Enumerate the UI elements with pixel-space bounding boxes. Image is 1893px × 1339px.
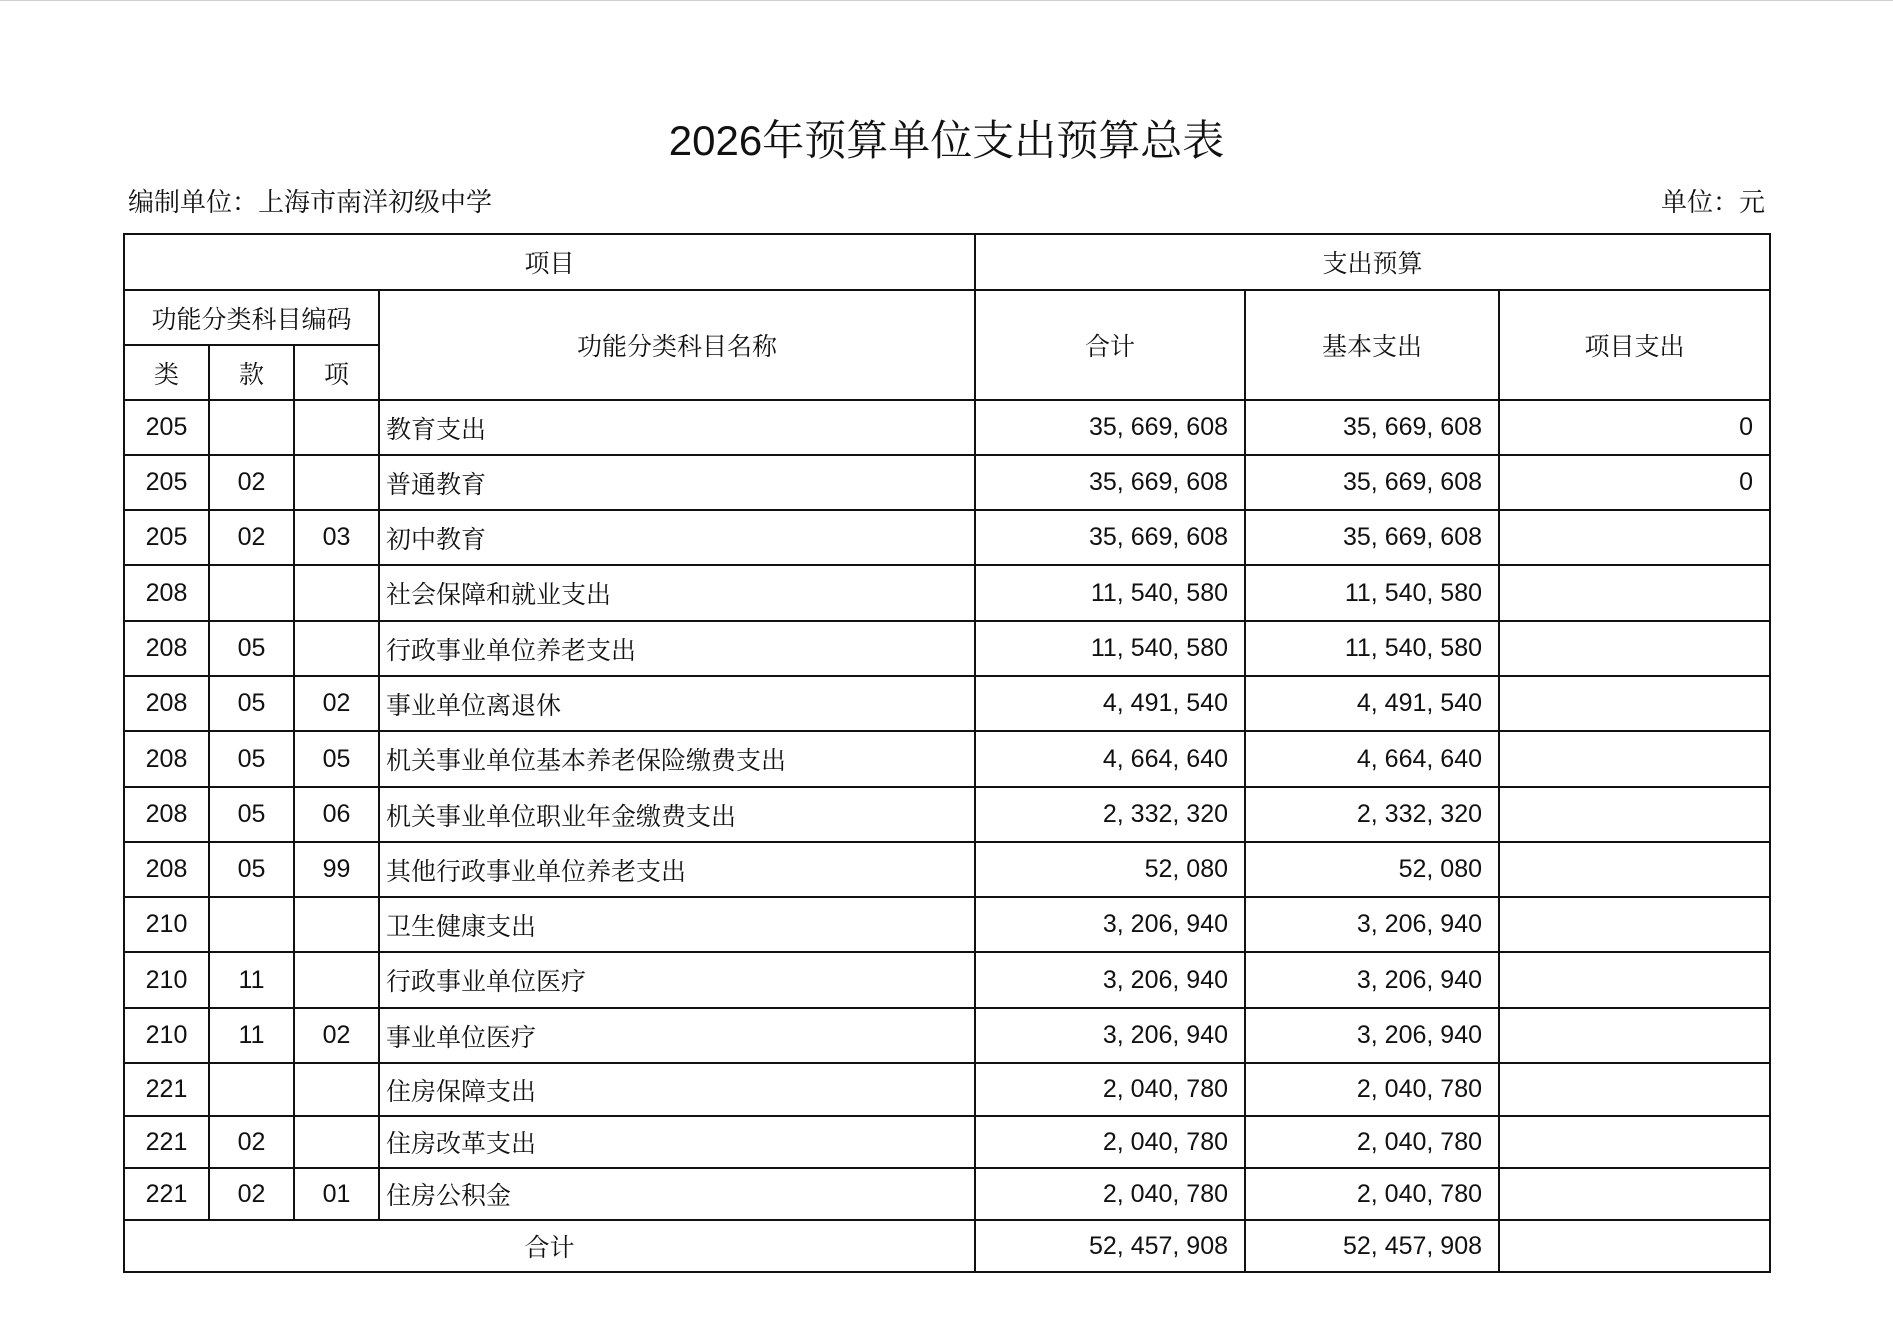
class-code-cell: 205: [124, 455, 209, 510]
project-expenditure-cell: [1499, 731, 1770, 787]
top-border-line: [0, 0, 1893, 1]
section-code-cell: [209, 1063, 294, 1116]
project-expenditure-cell: [1499, 565, 1770, 621]
section-code-cell: 05: [209, 842, 294, 897]
total-cell: 35, 669, 608: [975, 510, 1245, 565]
header-expenditure-budget: 支出预算: [975, 234, 1770, 290]
table-row: [124, 565, 1770, 621]
item-code-cell: 02: [294, 676, 379, 731]
total-cell: 4, 664, 640: [975, 731, 1245, 787]
project-expenditure-cell: [1499, 1008, 1770, 1063]
total-cell: 35, 669, 608: [975, 400, 1245, 455]
total-cell: 2, 040, 780: [975, 1116, 1245, 1168]
class-code-cell: 210: [124, 1008, 209, 1063]
page-title: 2026年预算单位支出预算总表: [668, 117, 1225, 164]
header-row-2: [124, 290, 1770, 345]
subject-name-cell: 事业单位离退休: [379, 676, 975, 731]
item-code-cell: 05: [294, 731, 379, 787]
item-code-cell: [294, 1063, 379, 1116]
subject-name-cell: 行政事业单位医疗: [379, 952, 975, 1008]
compiling-unit: 编制单位：上海市南洋初级中学: [128, 187, 493, 217]
section-code-cell: 05: [209, 787, 294, 842]
class-code-cell: 208: [124, 787, 209, 842]
table-row: [124, 1008, 1770, 1063]
item-code-cell: [294, 565, 379, 621]
basic-expenditure-cell: 11, 540, 580: [1245, 565, 1499, 621]
project-expenditure-cell: [1499, 1116, 1770, 1168]
project-expenditure-cell: [1499, 842, 1770, 897]
item-code-cell: 99: [294, 842, 379, 897]
class-code-cell: 221: [124, 1063, 209, 1116]
project-expenditure-cell: [1499, 1168, 1770, 1220]
table-row: [124, 621, 1770, 676]
project-expenditure-cell: [1499, 1063, 1770, 1116]
total-cell: 52, 080: [975, 842, 1245, 897]
total-cell: 35, 669, 608: [975, 455, 1245, 510]
subject-name-cell: 行政事业单位养老支出: [379, 621, 975, 676]
item-code-cell: [294, 621, 379, 676]
subject-name-cell: 住房改革支出: [379, 1116, 975, 1168]
project-expenditure-cell: [1499, 897, 1770, 952]
project-expenditure-cell: [1499, 510, 1770, 565]
project-expenditure-cell: [1499, 952, 1770, 1008]
basic-expenditure-cell: 4, 491, 540: [1245, 676, 1499, 731]
subject-name-cell: 事业单位医疗: [379, 1008, 975, 1063]
section-code-cell: [209, 400, 294, 455]
class-code-cell: 208: [124, 565, 209, 621]
subject-name-cell: 其他行政事业单位养老支出: [379, 842, 975, 897]
basic-expenditure-cell: 52, 080: [1245, 842, 1499, 897]
total-row: [124, 1220, 1770, 1272]
section-code-cell: 05: [209, 676, 294, 731]
header-code: 功能分类科目编码: [124, 290, 379, 345]
header-row-1: [124, 234, 1770, 290]
header-class: 类: [124, 345, 209, 400]
basic-expenditure-cell: 2, 040, 780: [1245, 1063, 1499, 1116]
subject-name-cell: 普通教育: [379, 455, 975, 510]
table-row: [124, 400, 1770, 455]
basic-expenditure-cell: 3, 206, 940: [1245, 1008, 1499, 1063]
item-code-cell: 01: [294, 1168, 379, 1220]
item-code-cell: 06: [294, 787, 379, 842]
total-cell: 11, 540, 580: [975, 565, 1245, 621]
table-row: [124, 952, 1770, 1008]
currency-unit: 单位：元: [1660, 187, 1765, 217]
table-row: [124, 1063, 1770, 1116]
header-basic: 基本支出: [1245, 290, 1499, 400]
project-expenditure-cell: [1499, 621, 1770, 676]
header-item: 项: [294, 345, 379, 400]
class-code-cell: 208: [124, 676, 209, 731]
project-expenditure-cell: [1499, 787, 1770, 842]
table-row: [124, 1168, 1770, 1220]
subject-name-cell: 社会保障和就业支出: [379, 565, 975, 621]
grand-basic-cell: 52, 457, 908: [1245, 1220, 1499, 1272]
section-code-cell: 02: [209, 510, 294, 565]
class-code-cell: 205: [124, 510, 209, 565]
total-cell: 4, 491, 540: [975, 676, 1245, 731]
total-cell: 3, 206, 940: [975, 1008, 1245, 1063]
header-project-exp: 项目支出: [1499, 290, 1770, 400]
subject-name-cell: 初中教育: [379, 510, 975, 565]
table-row: [124, 1116, 1770, 1168]
total-cell: 2, 040, 780: [975, 1063, 1245, 1116]
class-code-cell: 208: [124, 731, 209, 787]
header-project: 项目: [124, 234, 975, 290]
item-code-cell: [294, 455, 379, 510]
subject-name-cell: 机关事业单位职业年金缴费支出: [379, 787, 975, 842]
item-code-cell: [294, 952, 379, 1008]
subject-name-cell: 住房保障支出: [379, 1063, 975, 1116]
grand-project-cell: [1499, 1220, 1770, 1272]
table-row: [124, 842, 1770, 897]
total-cell: 3, 206, 940: [975, 897, 1245, 952]
section-code-cell: [209, 565, 294, 621]
section-code-cell: [209, 897, 294, 952]
table-row: [124, 897, 1770, 952]
header-section: 款: [209, 345, 294, 400]
item-code-cell: [294, 897, 379, 952]
item-code-cell: [294, 400, 379, 455]
class-code-cell: 210: [124, 952, 209, 1008]
subject-name-cell: 教育支出: [379, 400, 975, 455]
section-code-cell: 02: [209, 455, 294, 510]
section-code-cell: 05: [209, 621, 294, 676]
project-expenditure-cell: 0: [1499, 400, 1770, 455]
basic-expenditure-cell: 35, 669, 608: [1245, 455, 1499, 510]
class-code-cell: 208: [124, 842, 209, 897]
total-cell: 2, 332, 320: [975, 787, 1245, 842]
section-code-cell: 02: [209, 1116, 294, 1168]
table-row: [124, 455, 1770, 510]
total-cell: 2, 040, 780: [975, 1168, 1245, 1220]
subject-name-cell: 卫生健康支出: [379, 897, 975, 952]
total-cell: 11, 540, 580: [975, 621, 1245, 676]
basic-expenditure-cell: 2, 040, 780: [1245, 1116, 1499, 1168]
class-code-cell: 210: [124, 897, 209, 952]
project-expenditure-cell: [1499, 676, 1770, 731]
budget-table: [123, 233, 1771, 1273]
basic-expenditure-cell: 35, 669, 608: [1245, 510, 1499, 565]
item-code-cell: 02: [294, 1008, 379, 1063]
grand-total-cell: 52, 457, 908: [975, 1220, 1245, 1272]
item-code-cell: [294, 1116, 379, 1168]
section-code-cell: 11: [209, 1008, 294, 1063]
total-cell: 3, 206, 940: [975, 952, 1245, 1008]
section-code-cell: 05: [209, 731, 294, 787]
item-code-cell: 03: [294, 510, 379, 565]
class-code-cell: 221: [124, 1168, 209, 1220]
basic-expenditure-cell: 2, 040, 780: [1245, 1168, 1499, 1220]
total-row-label: 合计: [124, 1220, 975, 1272]
basic-expenditure-cell: 4, 664, 640: [1245, 731, 1499, 787]
basic-expenditure-cell: 11, 540, 580: [1245, 621, 1499, 676]
basic-expenditure-cell: 3, 206, 940: [1245, 952, 1499, 1008]
table-row: [124, 787, 1770, 842]
project-expenditure-cell: 0: [1499, 455, 1770, 510]
basic-expenditure-cell: 2, 332, 320: [1245, 787, 1499, 842]
class-code-cell: 208: [124, 621, 209, 676]
subject-name-cell: 机关事业单位基本养老保险缴费支出: [379, 731, 975, 787]
header-name: 功能分类科目名称: [379, 290, 975, 400]
class-code-cell: 205: [124, 400, 209, 455]
table-row: [124, 510, 1770, 565]
table-row: [124, 676, 1770, 731]
class-code-cell: 221: [124, 1116, 209, 1168]
basic-expenditure-cell: 3, 206, 940: [1245, 897, 1499, 952]
basic-expenditure-cell: 35, 669, 608: [1245, 400, 1499, 455]
section-code-cell: 02: [209, 1168, 294, 1220]
subject-name-cell: 住房公积金: [379, 1168, 975, 1220]
section-code-cell: 11: [209, 952, 294, 1008]
header-total: 合计: [975, 290, 1245, 400]
table-row: [124, 731, 1770, 787]
